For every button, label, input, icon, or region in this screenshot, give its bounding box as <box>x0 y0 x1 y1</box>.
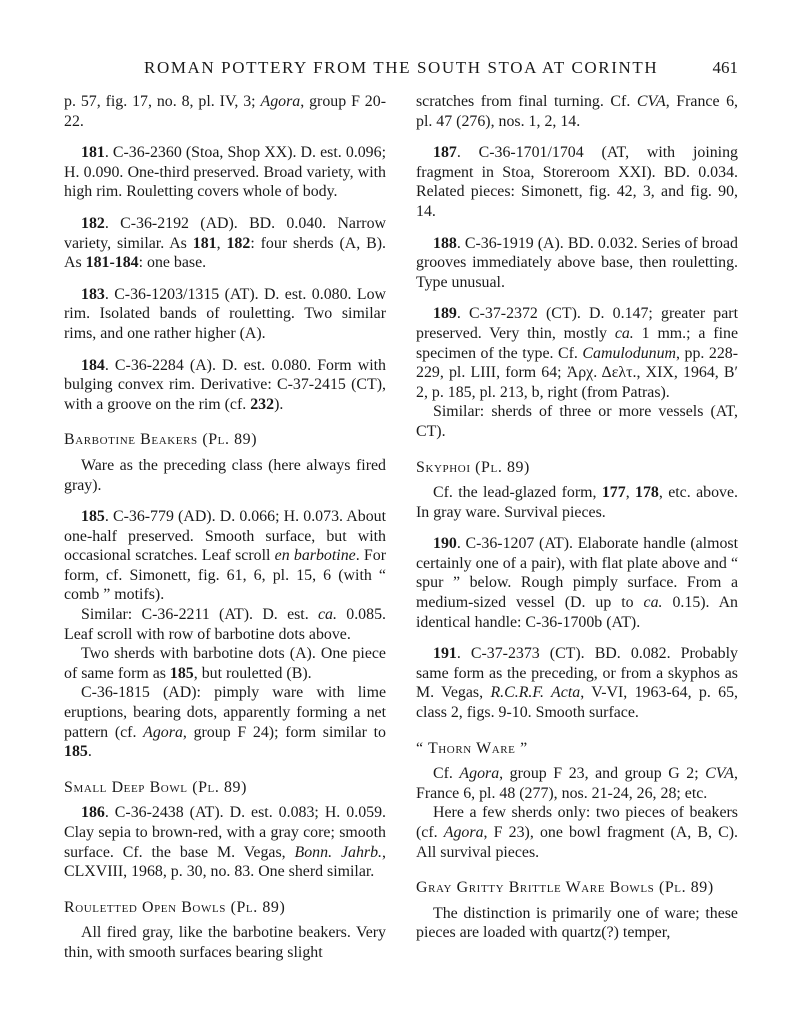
catalogue-entry-188: 188. C-36-1919 (A). BD. 0.032. Series of broad grooves immediately above base, then rouletting. Type unusual. <box>416 234 738 291</box>
catalogue-entry-187: 187. C-36-1701/1704 (AT, with joining fragment in Stoa, Storeroom XXI). BD. 0.034. Related pieces: Simonett, fig. 42, 3, and fig. 90, 14. <box>416 144 738 220</box>
catalogue-entry-184: 184. C-36-2284 (A). D. est. 0.080. Form with bulging convex rim. Derivative: C-37-2415 (CT), with a groove on the rim (cf. 232). <box>64 356 386 413</box>
entry-number: 186 <box>81 804 105 822</box>
running-header <box>62 58 738 84</box>
catalogue-entry-191: 191. C-37-2373 (CT). BD. 0.082. Probably same form as the preceding, or from a skyphos as M. Vegas, R.C.R.F. Acta, V-VI, 1963-64, p. 65, class 2, figs. 9-10. Smooth surface. <box>416 645 739 722</box>
section-intro: Cf. Agora, group F 23, and group G 2; CVA, France 6, pl. 48 (277), nos. 21-24, 26, 28; etc. <box>416 765 738 802</box>
catalogue-entry-190: 190. C-36-1207 (AT). Elaborate handle (almost certainly one of a pair), with flat plate above and “ spur ” below. Rough pimply surface. From a medium-sized vessel (D. up to ca. 0.15). An identical handle: C-36-1700b (AT). <box>416 535 739 631</box>
continued-paragraph: scratches from final turning. Cf. CVA, France 6, pl. 47 (276), nos. 1, 2, 14. <box>416 93 738 130</box>
catalogue-entry-186: 186. C-36-2438 (AT). D. est. 0.083; H. 0.059. Clay sepia to brown-red, with a gray core; smooth surface. Cf. the base M. Vegas, Bonn. Jahrb., CLXVIII, 1968, p. 30, no. 83. One sherd similar. <box>64 804 386 881</box>
section-intro: Cf. the lead-glazed form, 177, 178, etc. above. In gray ware. Survival pieces. <box>416 484 738 521</box>
entry-number: 181 <box>81 144 105 162</box>
entry-number: 188 <box>433 234 457 252</box>
entry-number: 185 <box>81 508 105 526</box>
section-intro: Ware as the preceding class (here always fired gray). <box>64 456 386 494</box>
entry-number: 190 <box>433 535 457 553</box>
sherds-note: Here a few sherds only: two pieces of beakers (cf. Agora, F 23), one bowl fragment (A, B, C). All survival pieces. <box>416 804 738 861</box>
catalogue-entry-189: 189. C-37-2372 (CT). D. 0.147; greater part preserved. Very thin, mostly ca. 1 mm.; a fine specimen of the type. Cf. Camulodunum, pp. 228-229, pl. LIII, form 64; Ἀρχ. Δελτ., XIX, 1964, B′ 2, p. 185, pl. 213, b, right (from Patras). <box>416 305 739 401</box>
right-column <box>416 92 738 943</box>
section-heading-gray-gritty-bowls: Gray Gritty Brittle Ware Bowls (Pl. 89) <box>416 879 714 897</box>
catalogue-entry-185: 185. C-36-779 (AD). D. 0.066; H. 0.073. About one-half preserved. Smooth surface, but with occasional scratches. Leaf scroll en barbotine. For form, cf. Simonett, fig. 61, 6, pl. 15, 6 (with “ comb ” motifs). <box>64 508 386 604</box>
entry-number: 182 <box>81 214 105 232</box>
page-number: 461 <box>712 58 738 77</box>
entry-number: 189 <box>433 305 457 323</box>
catalogue-entry-182: 182. C-36-2192 (AD). BD. 0.040. Narrow variety, similar. As 181, 182: four sherds (A, B). As 181-184: one base. <box>64 214 386 272</box>
entry-number: 187 <box>433 144 457 162</box>
catalogue-entry-181: 181. C-36-2360 (Stoa, Shop XX). D. est. 0.096; H. 0.090. One-third preserved. Broad variety, with high rim. Rouletting covers whole of body. <box>64 144 386 201</box>
section-heading-thorn-ware: “ Thorn Ware ” <box>416 739 528 757</box>
section-heading-rouletted-open-bowls: Rouletted Open Bowls (Pl. 89) <box>64 898 286 916</box>
entry-number: 183 <box>81 285 105 303</box>
running-title: ROMAN POTTERY FROM THE SOUTH STOA AT CORINTH <box>144 58 659 77</box>
entry-number: 184 <box>81 356 105 374</box>
section-intro: All fired gray, like the barbotine beakers. Very thin, with smooth surfaces bearing slight <box>64 924 386 961</box>
section-heading-skyphoi: Skyphoi (Pl. 89) <box>416 458 530 476</box>
section-heading-small-deep-bowl: Small Deep Bowl (Pl. 89) <box>64 778 247 796</box>
left-column <box>64 92 386 963</box>
continued-paragraph: p. 57, fig. 17, no. 8, pl. IV, 3; Agora, group F 20-22. <box>64 93 386 130</box>
section-intro: The distinction is primarily one of ware; these pieces are loaded with quartz(?) temper, <box>416 904 738 942</box>
similar-note: Similar: sherds of three or more vessels (AT, CT). <box>416 403 738 440</box>
catalogue-entry-183: 183. C-36-1203/1315 (AT). D. est. 0.080. Low rim. Isolated bands of rouletting. Two similar rims, and one rather higher (A). <box>64 285 386 342</box>
similar-note: Similar: C-36-2211 (AT). D. est. ca. 0.085. Leaf scroll with row of barbotine dots above. <box>64 606 386 643</box>
section-heading-barbotine-beakers: Barbotine Beakers (Pl. 89) <box>64 431 258 449</box>
entry-number: 191 <box>433 645 457 663</box>
related-piece-note: C-36-1815 (AD): pimply ware with lime eruptions, bearing dots, apparently forming a net pattern (cf. Agora, group F 24); form similar to 185. <box>64 684 386 761</box>
sherds-note: Two sherds with barbotine dots (A). One piece of same form as 185, but rouletted (B). <box>64 645 386 682</box>
